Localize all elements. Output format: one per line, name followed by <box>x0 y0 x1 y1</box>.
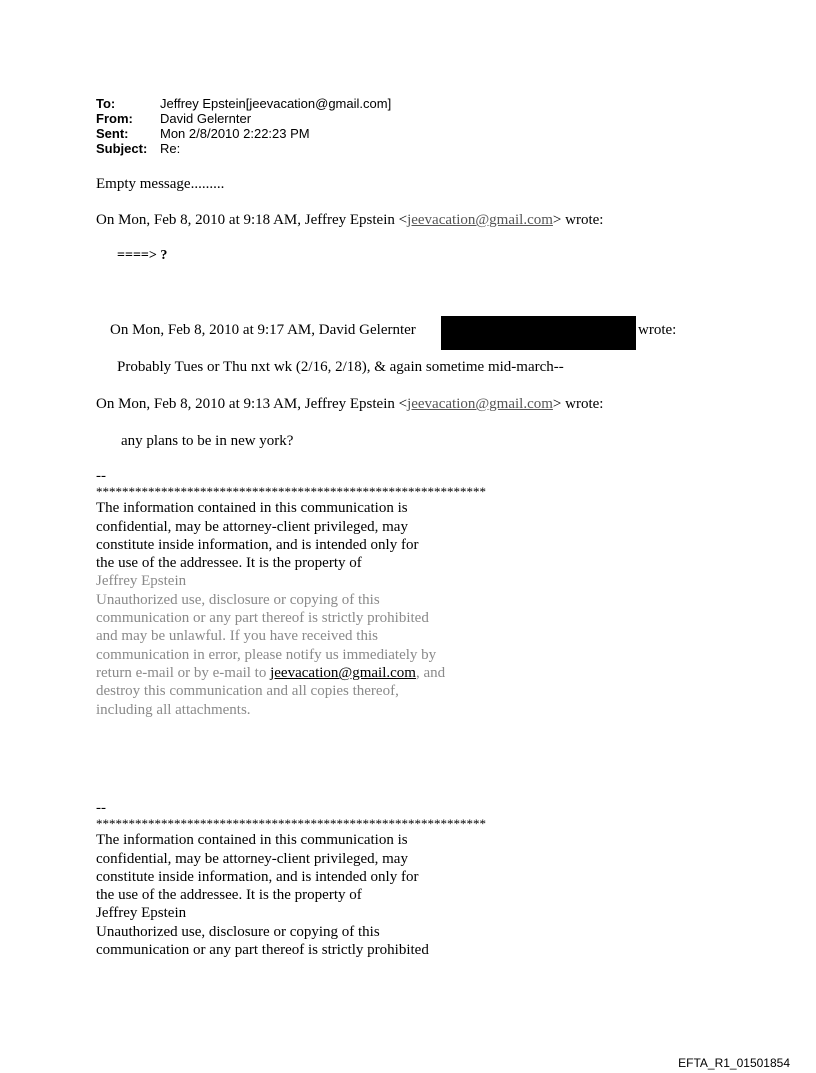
quote-header-1 <box>96 211 603 229</box>
disclaimer-line: The information contained in this communication is <box>96 832 408 849</box>
to-row <box>96 96 391 111</box>
disclaimer-2 <box>96 799 486 959</box>
signature-dash: -- <box>96 800 106 816</box>
return-prefix: return e-mail or by e-mail to <box>96 664 271 681</box>
from-value: David Gelernter <box>160 111 252 126</box>
quote-header-2-suffix: wrote: <box>638 322 677 338</box>
sent-value: Mon 2/8/2010 2:22:23 PM <box>160 126 310 141</box>
disclaimer-line: the use of the addressee. It is the property of <box>96 555 362 572</box>
disclaimer-line: Jeffrey Epstein <box>96 573 187 590</box>
disclaimer-line: communication in error, please notify us immediately by <box>96 646 437 663</box>
quote-header-2-prefix: On Mon, Feb 8, 2010 at 9:17 AM, David Gelernter <box>110 322 416 338</box>
disclaimer-return-line <box>96 664 486 682</box>
subject-label: Subject: <box>96 141 148 156</box>
quote-header-3-prefix: On Mon, Feb 8, 2010 at 9:13 AM, Jeffrey Epstein < <box>96 396 408 412</box>
email-link-disclaimer[interactable]: jeevacation@gmail.com <box>270 664 416 681</box>
disclaimer-line: and may be unlawful. If you have received this <box>96 628 378 645</box>
disclaimer-line: communication or any part thereof is strictly prohibited <box>96 942 429 959</box>
email-header <box>96 96 391 156</box>
from-row <box>96 111 391 126</box>
disclaimer-line: constitute inside information, and is intended only for <box>96 868 419 885</box>
to-label: To: <box>96 96 116 111</box>
disclaimer-line: Jeffrey Epstein <box>96 905 187 922</box>
disclaimer-line: Unauthorized use, disclosure or copying of this <box>96 923 380 940</box>
document-id: EFTA_R1_01501854 <box>678 1056 790 1070</box>
email-link-1[interactable]: jeevacation@gmail.com <box>407 212 553 228</box>
disclaimer-line: Unauthorized use, disclosure or copying of this <box>96 591 380 608</box>
return-suffix: , and <box>415 664 446 681</box>
disclaimer-line: including all attachments. <box>96 701 251 718</box>
disclaimer-line: the use of the addressee. It is the property of <box>96 887 362 904</box>
reply-text: Probably Tues or Thu nxt wk (2/16, 2/18), & again sometime mid-march-- <box>117 359 564 375</box>
sent-row <box>96 126 391 141</box>
empty-message-text: Empty message......... <box>96 176 225 192</box>
star-divider: ************************************************************ <box>96 816 486 832</box>
subject-value: Re: <box>160 141 181 156</box>
to-value: Jeffrey Epstein[jeevacation@gmail.com] <box>160 96 392 111</box>
disclaimer-line: confidential, may be attorney-client privileged, may <box>96 850 408 867</box>
subject-row <box>96 141 391 156</box>
quote-header-1-suffix: > wrote: <box>552 212 604 228</box>
arrow-question: ====> ? <box>117 248 168 263</box>
disclaimer-line: communication or any part thereof is strictly prohibited <box>96 610 429 627</box>
signature-dash: -- <box>96 468 106 484</box>
disclaimer-line: constitute inside information, and is intended only for <box>96 536 419 553</box>
from-label: From: <box>96 111 133 126</box>
disclaimer-line: destroy this communication and all copies thereof, <box>96 683 399 700</box>
email-link-3[interactable]: jeevacation@gmail.com <box>407 396 553 412</box>
quote-header-1-prefix: On Mon, Feb 8, 2010 at 9:18 AM, Jeffrey Epstein < <box>96 212 408 228</box>
original-question: any plans to be in new york? <box>121 433 294 449</box>
sent-label: Sent: <box>96 126 129 141</box>
redaction-box <box>441 316 636 350</box>
star-divider: ************************************************************ <box>96 484 486 500</box>
disclaimer-1 <box>96 467 486 719</box>
quote-header-3 <box>96 395 603 413</box>
disclaimer-line: The information contained in this communication is <box>96 500 408 517</box>
quote-header-3-suffix: > wrote: <box>552 396 604 412</box>
disclaimer-line: confidential, may be attorney-client privileged, may <box>96 518 408 535</box>
